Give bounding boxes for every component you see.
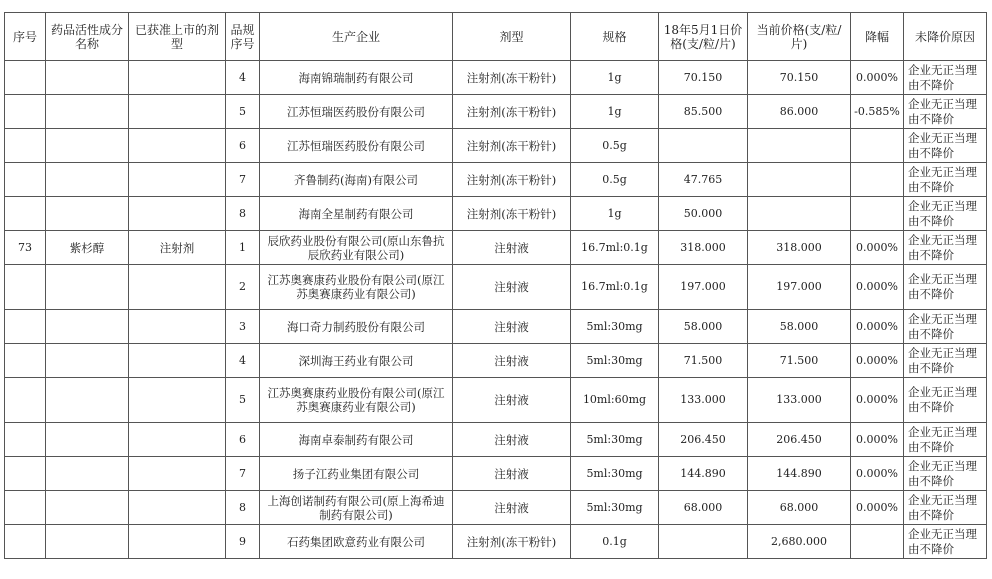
cell-ingredient bbox=[46, 457, 129, 491]
cell-approved-form: 注射剂 bbox=[129, 231, 226, 265]
drug-price-table bbox=[4, 12, 987, 559]
cell-company: 江苏恒瑞医药股份有限公司 bbox=[260, 95, 453, 129]
cell-decline: 0.000% bbox=[851, 457, 904, 491]
cell-decline: 0.000% bbox=[851, 344, 904, 378]
cell-no: 73 bbox=[5, 231, 46, 265]
cell-spec-no: 9 bbox=[226, 525, 260, 559]
cell-price-now: 2,680.000 bbox=[748, 525, 851, 559]
cell-spec: 1g bbox=[571, 95, 659, 129]
cell-approved-form bbox=[129, 129, 226, 163]
table-row bbox=[5, 423, 987, 457]
cell-approved-form bbox=[129, 95, 226, 129]
table-row bbox=[5, 163, 987, 197]
cell-spec: 1g bbox=[571, 61, 659, 95]
cell-spec-no: 3 bbox=[226, 310, 260, 344]
header-approved-form: 已获准上市的剂型 bbox=[129, 13, 226, 61]
cell-price-now: 70.150 bbox=[748, 61, 851, 95]
cell-decline: 0.000% bbox=[851, 491, 904, 525]
cell-ingredient bbox=[46, 423, 129, 457]
cell-dosage: 注射剂(冻干粉针) bbox=[453, 197, 571, 231]
cell-spec: 5ml:30mg bbox=[571, 457, 659, 491]
cell-price-2018: 197.000 bbox=[659, 265, 748, 310]
cell-company: 江苏奥赛康药业股份有限公司(原江苏奥赛康药业有限公司) bbox=[260, 378, 453, 423]
cell-approved-form bbox=[129, 344, 226, 378]
cell-reason: 企业无正当理由不降价 bbox=[904, 197, 987, 231]
cell-dosage: 注射剂(冻干粉针) bbox=[453, 163, 571, 197]
cell-dosage: 注射剂(冻干粉针) bbox=[453, 95, 571, 129]
cell-ingredient bbox=[46, 525, 129, 559]
cell-spec-no: 8 bbox=[226, 197, 260, 231]
cell-spec-no: 7 bbox=[226, 457, 260, 491]
cell-approved-form bbox=[129, 378, 226, 423]
cell-approved-form bbox=[129, 457, 226, 491]
cell-decline: 0.000% bbox=[851, 231, 904, 265]
cell-approved-form bbox=[129, 163, 226, 197]
cell-reason: 企业无正当理由不降价 bbox=[904, 457, 987, 491]
cell-company: 江苏恒瑞医药股份有限公司 bbox=[260, 129, 453, 163]
cell-company: 深圳海王药业有限公司 bbox=[260, 344, 453, 378]
cell-ingredient bbox=[46, 129, 129, 163]
cell-spec: 5ml:30mg bbox=[571, 310, 659, 344]
cell-spec: 0.5g bbox=[571, 129, 659, 163]
cell-no bbox=[5, 491, 46, 525]
cell-spec: 0.1g bbox=[571, 525, 659, 559]
cell-no bbox=[5, 378, 46, 423]
cell-price-now: 318.000 bbox=[748, 231, 851, 265]
cell-spec-no: 5 bbox=[226, 378, 260, 423]
table-row bbox=[5, 525, 987, 559]
cell-dosage: 注射液 bbox=[453, 457, 571, 491]
cell-price-2018: 318.000 bbox=[659, 231, 748, 265]
table-row bbox=[5, 491, 987, 525]
cell-company: 海南卓泰制药有限公司 bbox=[260, 423, 453, 457]
cell-no bbox=[5, 163, 46, 197]
header-decline: 降幅 bbox=[851, 13, 904, 61]
cell-price-2018: 50.000 bbox=[659, 197, 748, 231]
cell-reason: 企业无正当理由不降价 bbox=[904, 378, 987, 423]
header-price-2018: 18年5月1日价格(支/粒/片) bbox=[659, 13, 748, 61]
cell-price-now: 68.000 bbox=[748, 491, 851, 525]
cell-price-now: 133.000 bbox=[748, 378, 851, 423]
cell-reason: 企业无正当理由不降价 bbox=[904, 61, 987, 95]
table-row bbox=[5, 344, 987, 378]
header-ingredient: 药品活性成分名称 bbox=[46, 13, 129, 61]
cell-dosage: 注射液 bbox=[453, 423, 571, 457]
cell-no bbox=[5, 525, 46, 559]
cell-price-now: 58.000 bbox=[748, 310, 851, 344]
cell-spec: 5ml:30mg bbox=[571, 423, 659, 457]
header-spec-no: 品规序号 bbox=[226, 13, 260, 61]
table-row bbox=[5, 231, 987, 265]
cell-company: 上海创诺制药有限公司(原上海希迪制药有限公司) bbox=[260, 491, 453, 525]
cell-decline bbox=[851, 525, 904, 559]
cell-spec-no: 6 bbox=[226, 423, 260, 457]
cell-price-2018: 85.500 bbox=[659, 95, 748, 129]
cell-spec: 16.7ml:0.1g bbox=[571, 265, 659, 310]
cell-price-now bbox=[748, 129, 851, 163]
cell-reason: 企业无正当理由不降价 bbox=[904, 231, 987, 265]
cell-dosage: 注射液 bbox=[453, 265, 571, 310]
cell-spec: 5ml:30mg bbox=[571, 344, 659, 378]
cell-dosage: 注射液 bbox=[453, 310, 571, 344]
cell-decline bbox=[851, 197, 904, 231]
cell-approved-form bbox=[129, 423, 226, 457]
cell-company: 齐鲁制药(海南)有限公司 bbox=[260, 163, 453, 197]
cell-approved-form bbox=[129, 265, 226, 310]
cell-price-now bbox=[748, 163, 851, 197]
cell-price-2018: 70.150 bbox=[659, 61, 748, 95]
cell-price-now: 86.000 bbox=[748, 95, 851, 129]
cell-spec-no: 6 bbox=[226, 129, 260, 163]
header-price-now: 当前价格(支/粒/片) bbox=[748, 13, 851, 61]
cell-spec: 10ml:60mg bbox=[571, 378, 659, 423]
table-row bbox=[5, 197, 987, 231]
cell-ingredient bbox=[46, 163, 129, 197]
cell-price-now: 71.500 bbox=[748, 344, 851, 378]
cell-decline: 0.000% bbox=[851, 378, 904, 423]
table-header-row bbox=[5, 13, 987, 61]
cell-approved-form bbox=[129, 525, 226, 559]
cell-company: 海口奇力制药股份有限公司 bbox=[260, 310, 453, 344]
cell-company: 石药集团欧意药业有限公司 bbox=[260, 525, 453, 559]
cell-approved-form bbox=[129, 310, 226, 344]
cell-no bbox=[5, 61, 46, 95]
table-row bbox=[5, 265, 987, 310]
cell-dosage: 注射剂(冻干粉针) bbox=[453, 525, 571, 559]
cell-price-now bbox=[748, 197, 851, 231]
cell-price-2018: 58.000 bbox=[659, 310, 748, 344]
cell-no bbox=[5, 95, 46, 129]
cell-reason: 企业无正当理由不降价 bbox=[904, 163, 987, 197]
cell-ingredient bbox=[46, 310, 129, 344]
table-row bbox=[5, 61, 987, 95]
cell-no bbox=[5, 310, 46, 344]
header-no: 序号 bbox=[5, 13, 46, 61]
cell-dosage: 注射液 bbox=[453, 378, 571, 423]
cell-price-2018 bbox=[659, 129, 748, 163]
table-row bbox=[5, 95, 987, 129]
table-row bbox=[5, 378, 987, 423]
header-dosage: 剂型 bbox=[453, 13, 571, 61]
cell-ingredient bbox=[46, 95, 129, 129]
cell-decline: -0.585% bbox=[851, 95, 904, 129]
cell-company: 扬子江药业集团有限公司 bbox=[260, 457, 453, 491]
cell-ingredient bbox=[46, 378, 129, 423]
cell-dosage: 注射剂(冻干粉针) bbox=[453, 61, 571, 95]
cell-company: 江苏奥赛康药业股份有限公司(原江苏奥赛康药业有限公司) bbox=[260, 265, 453, 310]
cell-spec-no: 1 bbox=[226, 231, 260, 265]
cell-price-now: 206.450 bbox=[748, 423, 851, 457]
cell-ingredient bbox=[46, 344, 129, 378]
table-row bbox=[5, 457, 987, 491]
cell-decline: 0.000% bbox=[851, 423, 904, 457]
cell-no bbox=[5, 344, 46, 378]
cell-reason: 企业无正当理由不降价 bbox=[904, 95, 987, 129]
header-spec: 规格 bbox=[571, 13, 659, 61]
table-row bbox=[5, 129, 987, 163]
cell-no bbox=[5, 129, 46, 163]
cell-no bbox=[5, 423, 46, 457]
cell-ingredient bbox=[46, 197, 129, 231]
cell-price-2018: 133.000 bbox=[659, 378, 748, 423]
cell-spec-no: 5 bbox=[226, 95, 260, 129]
cell-dosage: 注射剂(冻干粉针) bbox=[453, 129, 571, 163]
cell-dosage: 注射液 bbox=[453, 231, 571, 265]
cell-approved-form bbox=[129, 61, 226, 95]
cell-price-2018: 68.000 bbox=[659, 491, 748, 525]
cell-decline: 0.000% bbox=[851, 61, 904, 95]
cell-reason: 企业无正当理由不降价 bbox=[904, 129, 987, 163]
header-reason: 未降价原因 bbox=[904, 13, 987, 61]
cell-company: 辰欣药业股份有限公司(原山东鲁抗辰欣药业有限公司) bbox=[260, 231, 453, 265]
cell-decline: 0.000% bbox=[851, 310, 904, 344]
cell-reason: 企业无正当理由不降价 bbox=[904, 525, 987, 559]
cell-ingredient: 紫杉醇 bbox=[46, 231, 129, 265]
cell-company: 海南全星制药有限公司 bbox=[260, 197, 453, 231]
cell-approved-form bbox=[129, 491, 226, 525]
cell-company: 海南锦瑞制药有限公司 bbox=[260, 61, 453, 95]
cell-decline bbox=[851, 163, 904, 197]
cell-spec-no: 4 bbox=[226, 344, 260, 378]
cell-spec: 1g bbox=[571, 197, 659, 231]
cell-price-2018: 71.500 bbox=[659, 344, 748, 378]
cell-spec-no: 7 bbox=[226, 163, 260, 197]
cell-spec-no: 8 bbox=[226, 491, 260, 525]
header-company: 生产企业 bbox=[260, 13, 453, 61]
cell-reason: 企业无正当理由不降价 bbox=[904, 423, 987, 457]
cell-spec: 0.5g bbox=[571, 163, 659, 197]
cell-decline bbox=[851, 129, 904, 163]
cell-price-2018: 47.765 bbox=[659, 163, 748, 197]
cell-no bbox=[5, 265, 46, 310]
cell-price-2018: 206.450 bbox=[659, 423, 748, 457]
cell-reason: 企业无正当理由不降价 bbox=[904, 344, 987, 378]
cell-spec: 16.7ml:0.1g bbox=[571, 231, 659, 265]
cell-decline: 0.000% bbox=[851, 265, 904, 310]
cell-no bbox=[5, 457, 46, 491]
cell-price-2018 bbox=[659, 525, 748, 559]
cell-dosage: 注射液 bbox=[453, 491, 571, 525]
cell-dosage: 注射液 bbox=[453, 344, 571, 378]
cell-spec-no: 2 bbox=[226, 265, 260, 310]
cell-spec: 5ml:30mg bbox=[571, 491, 659, 525]
cell-price-now: 144.890 bbox=[748, 457, 851, 491]
cell-approved-form bbox=[129, 197, 226, 231]
cell-price-2018: 144.890 bbox=[659, 457, 748, 491]
cell-no bbox=[5, 197, 46, 231]
cell-spec-no: 4 bbox=[226, 61, 260, 95]
cell-ingredient bbox=[46, 491, 129, 525]
cell-reason: 企业无正当理由不降价 bbox=[904, 310, 987, 344]
cell-price-now: 197.000 bbox=[748, 265, 851, 310]
cell-reason: 企业无正当理由不降价 bbox=[904, 265, 987, 310]
cell-reason: 企业无正当理由不降价 bbox=[904, 491, 987, 525]
cell-ingredient bbox=[46, 265, 129, 310]
table-row bbox=[5, 310, 987, 344]
cell-ingredient bbox=[46, 61, 129, 95]
